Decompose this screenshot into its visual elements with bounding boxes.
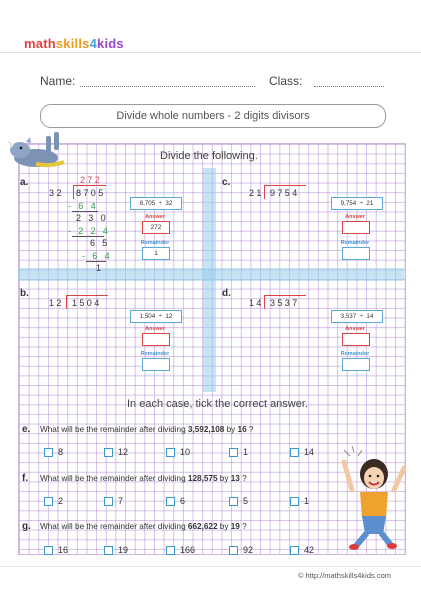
footer-divider [0, 566, 421, 567]
expression-box: 3,537 ÷ 14 [331, 310, 383, 323]
horizontal-divider-band [18, 268, 404, 281]
question-text: What will be the remainder after dividing 662,622 by 19 ? [40, 522, 247, 531]
option[interactable]: 42 [290, 545, 314, 555]
option[interactable]: 1 [290, 496, 309, 506]
checkbox[interactable] [290, 448, 299, 457]
checkbox[interactable] [44, 448, 53, 457]
checkbox[interactable] [166, 497, 175, 506]
answer-box[interactable]: 272 [142, 221, 170, 234]
expression-box: 1,504 ÷ 12 [130, 310, 182, 323]
option[interactable]: 10 [166, 447, 190, 457]
step: - 6 4 [82, 251, 113, 261]
answer-label: Answer [345, 326, 365, 332]
remainder-box[interactable]: 1 [142, 247, 170, 260]
option[interactable]: 166 [166, 545, 195, 555]
question-text: What will be the remainder after dividing 128,575 by 13 ? [40, 474, 247, 483]
option[interactable]: 19 [104, 545, 128, 555]
checkbox[interactable] [290, 546, 299, 555]
divisor: 21 [249, 188, 264, 198]
step: 6 5 [90, 238, 110, 248]
remainder-box[interactable] [142, 358, 170, 371]
option[interactable]: 7 [104, 496, 123, 506]
step: 1 [96, 263, 104, 273]
expression-box: 8,705 ÷ 32 [130, 197, 182, 210]
dividend: 1504 [72, 298, 102, 308]
checkbox[interactable] [229, 448, 238, 457]
answer-box[interactable] [342, 333, 370, 346]
rhino-mascot-icon [6, 128, 70, 172]
step: - 2 2 4 [68, 226, 111, 236]
step: - 6 4 [68, 201, 99, 211]
answer-label: Answer [345, 214, 365, 220]
worksheet-title: Divide whole numbers - 2 digits divisors [40, 104, 386, 128]
problem-letter: d. [222, 288, 231, 299]
question-text: What will be the remainder after dividing 3,592,108 by 16 ? [40, 425, 254, 434]
footer-url[interactable]: © http://mathskills4kids.com [297, 571, 391, 580]
question-letter: f. [22, 473, 29, 484]
name-label: Name: [40, 74, 76, 88]
instruction-tick: In each case, tick the correct answer. [127, 398, 308, 410]
checkbox[interactable] [104, 546, 113, 555]
answer-box[interactable] [142, 333, 170, 346]
answer-box[interactable] [342, 221, 370, 234]
problem-letter: b. [20, 288, 29, 299]
answer-label: Answer [145, 326, 165, 332]
division-bracket [264, 185, 306, 186]
checkbox[interactable] [290, 497, 299, 506]
divisor: 12 [49, 298, 64, 308]
option[interactable]: 16 [44, 545, 68, 555]
girl-mascot-icon [336, 446, 412, 552]
option[interactable]: 6 [166, 496, 185, 506]
checkbox[interactable] [44, 546, 53, 555]
option[interactable]: 92 [229, 545, 253, 555]
option[interactable]: 12 [104, 447, 128, 457]
name-field[interactable] [80, 86, 255, 87]
dividend: 3537 [270, 298, 300, 308]
class-field[interactable] [314, 86, 384, 87]
checkbox[interactable] [104, 448, 113, 457]
division-bracket [66, 295, 108, 296]
quotient: 272 [80, 175, 103, 185]
remainder-label: Remainder [140, 351, 170, 357]
option[interactable]: 2 [44, 496, 63, 506]
remainder-label: Remainder [340, 240, 370, 246]
option[interactable]: 5 [229, 496, 248, 506]
remainder-box[interactable] [342, 358, 370, 371]
question-letter: g. [22, 521, 31, 532]
divisor: 32 [49, 188, 64, 198]
dividend: 8705 [76, 188, 106, 198]
instruction-divide: Divide the following. [160, 150, 258, 162]
remainder-label: Remainder [140, 240, 170, 246]
checkbox[interactable] [166, 546, 175, 555]
expression-box: 9,754 ÷ 21 [331, 197, 383, 210]
class-label: Class: [269, 74, 303, 88]
checkbox[interactable] [166, 448, 175, 457]
checkbox[interactable] [229, 546, 238, 555]
division-bracket [73, 185, 106, 186]
remainder-box[interactable] [342, 247, 370, 260]
divisor: 14 [249, 298, 264, 308]
division-bracket [264, 295, 306, 296]
header-divider [0, 52, 421, 53]
option[interactable]: 8 [44, 447, 63, 457]
step: 2 3 0 [76, 213, 109, 223]
problem-letter: c. [222, 177, 231, 188]
question-letter: e. [22, 424, 31, 435]
checkbox[interactable] [104, 497, 113, 506]
checkbox[interactable] [229, 497, 238, 506]
answer-label: Answer [145, 214, 165, 220]
site-logo: mathskills4kids [24, 36, 124, 51]
dividend: 9754 [270, 188, 300, 198]
option[interactable]: 14 [290, 447, 314, 457]
checkbox[interactable] [44, 497, 53, 506]
problem-letter: a. [20, 177, 29, 188]
remainder-label: Remainder [340, 351, 370, 357]
option[interactable]: 1 [229, 447, 248, 457]
